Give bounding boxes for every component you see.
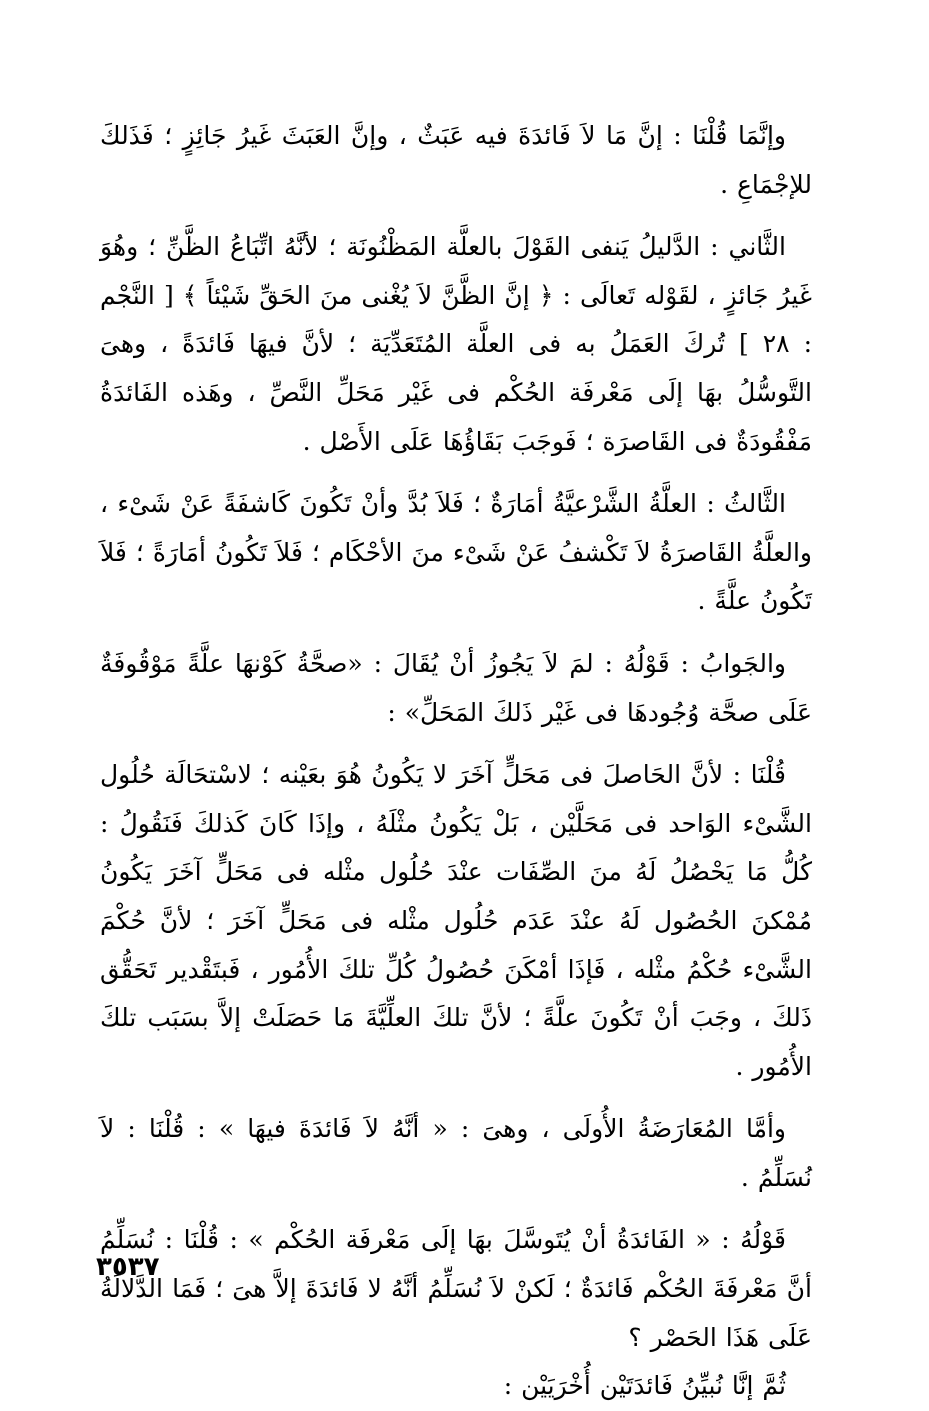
page-number: ٣٥٣٧ <box>96 1252 160 1282</box>
main-text <box>100 112 812 1411</box>
paragraph-8: ثُمَّ إنَّا نُبيِّنُ فَائدَتَيْن أُخْرَيَيْن : <box>503 1371 786 1401</box>
paragraph-7: قَوْلُهُ : « الفَائدَةُ أنْ يُتَوسَّلَ بهَا إلَى مَعْرفَة الحُكْم » : قُلْنَا : نُسَلِّمُ أنَّ مَعْرفَةَ الحُكْم فَائدَةٌ ؛ لَكنْ لاَ نُسَلِّمُ أنَّهُ لا فَائدَةَ إلاَّ هىَ ؛ فَمَا الدَّلالَةُ عَلَى هَذَا الحَصْر ؟ <box>100 1225 812 1352</box>
paragraph-1: وإنَّمَا قُلْنَا : إنَّ مَا لاَ فَائدَةَ فيه عَبَثٌ ، وإنَّ العَبَثَ غَيرُ جَائِزٍ ؛ فَذَلكَ للإجْمَاعِ . <box>100 121 812 199</box>
paragraph-3: الثَّالثُ : العلَّةُ الشَّرْعيَّةُ أمَارَةٌ ؛ فَلاَ بُدَّ وأنْ تَكُونَ كَاشفَةً عَنْ شَىْء ، والعلَّةُ القَاصرَةُ لاَ تَكْشفُ عَنْ شَىْء منَ الأحْكَام ؛ فَلاَ تَكُونُ أمَارَةً ؛ فَلاَ تَكُونُ علَّةً . <box>100 489 812 616</box>
paragraph-6: وأمَّا المُعَارَضَةُ الأُولَى ، وهىَ : « أنَّهُ لاَ فَائدَةَ فيهَا » : قُلْنَا : لاَ نُسَلِّمُ . <box>100 1114 812 1192</box>
paragraph-4: والجَوابُ : قَوْلُهُ : لمَ لاَ يَجُوزُ أنْ يُقَالَ : «صحَّةُ كَوْنهَا علَّةً مَوْقُوفَةٌ عَلَى صحَّة وُجُودهَا فى غَيْر ذَلكَ المَحَلِّ» : <box>100 648 812 727</box>
paragraph-5: قُلْنَا : لأنَّ الحَاصلَ فى مَحَلٍّ آخَرَ لا يَكُونُ هُوَ بعَيْنه ؛ لاسْتحَالَة حُلُول الشَّىْء الوَاحد فى مَحَلَّيْن ، بَلْ يَكُونُ مثْلَهُ ، وإذَا كَانَ كَذلكَ فَنَقُولُ : كُلُّ مَا يَحْصُلُ لَهُ منَ الصِّفَات عنْدَ حُلُول مثْله فى مَحَلٍّ آخَرَ يَكُونُ مُمْكنَ الحُصُول لَهُ عنْدَ عَدَم حُلُول مثْله فى مَحَلٍّ آخَرَ ؛ لأنَّ حُكْمَ الشَّىْء حُكْمُ مثْله ، فَإذَا أمْكَنَ حُصُولُ كُلِّ تلكَ الأُمُور ، فَبتَقْدير تَحَقُّق ذَلكَ ، وجَبَ أنْ تَكُونَ علَّةً ؛ لأنَّ تلكَ العلِّيَّةَ مَا حَصَلَتْ إلاَّ بسَبَب تلكَ الأُمُور . <box>100 760 812 1081</box>
paragraph-2: الثَّاني : الدَّليلُ يَنفى القَوْلَ بالعلَّة المَظْنُونَة ؛ لأنَّهُ اتِّبَاعُ الظَّنِّ ؛ وهُوَ غَيرُ جَائزٍ ، لقَوْله تَعالَى : ﴿ إنَّ الظَّنَّ لاَ يُغْنى منَ الحَقِّ شَيْئاً ﴾ [ النَّجْم : ٢٨ ] تُركَ العَمَلُ به فى العلَّة المُتَعَدِّيَة ؛ لأنَّ فيهَا فَائدَةً ، وهىَ التَّوسُّلُ بهَا إلَى مَعْرفَة الحُكْم فى غَيْر مَحَلِّ النَّصِّ ، وهَذه الفَائدَةُ مَفْقُودَةٌ فى القَاصرَة ؛ فَوجَبَ بَقَاؤُهَا عَلَى الأَصْل . <box>100 232 812 456</box>
